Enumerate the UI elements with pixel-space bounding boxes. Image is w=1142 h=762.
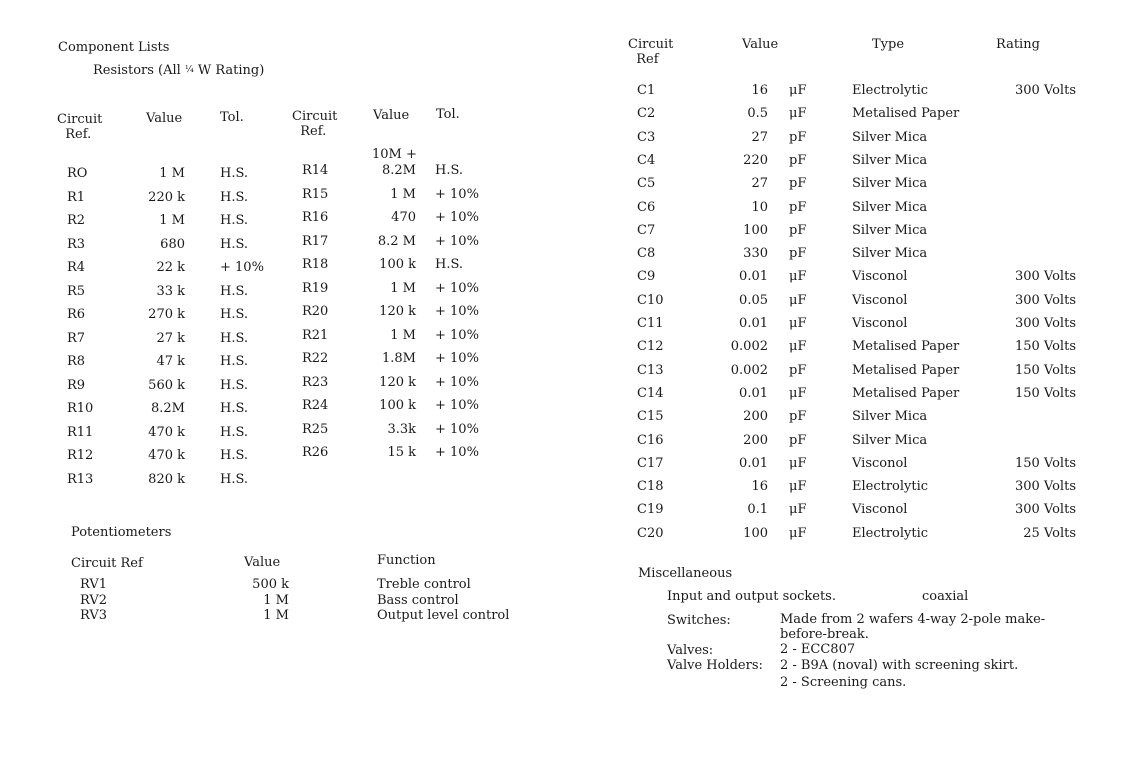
- resistor-tolerance: H.S.: [220, 471, 249, 487]
- resistor-tolerance: + 10%: [435, 445, 479, 460]
- resistor-ref: R25: [302, 421, 329, 437]
- resistor-tolerance: H.S.: [220, 236, 249, 252]
- resistor-tolerance: H.S.: [220, 166, 249, 181]
- pot-value: 1 M: [263, 608, 289, 623]
- capacitor-unit: μF: [789, 292, 807, 308]
- capacitor-value: 0.002: [730, 339, 768, 355]
- capacitor-ref: C2: [637, 106, 656, 122]
- capacitor-rating: 150 Volts: [1014, 362, 1076, 378]
- resistor-value: 470 k: [148, 448, 185, 463]
- capacitor-ref: C4: [637, 152, 656, 168]
- capacitor-ref: C5: [637, 176, 656, 192]
- resistor-value: 560 k: [148, 377, 185, 393]
- resistor-tolerance: + 10%: [435, 304, 479, 319]
- resistor-ref: R5: [67, 283, 86, 299]
- capacitor-value: 100: [743, 525, 768, 541]
- resistor-value: 100 k: [379, 257, 416, 272]
- resistor-tolerance: H.S.: [220, 189, 249, 205]
- resistor-ref: R7: [67, 330, 86, 346]
- capacitor-type: Visconol: [852, 455, 908, 471]
- pot-function: Output level control: [377, 608, 510, 623]
- resistor-tolerance: H.S.: [435, 257, 464, 272]
- valves-value: 2 - ECC807: [780, 642, 856, 657]
- resistor-value: 470 k: [148, 424, 185, 440]
- capacitor-rating: 150 Volts: [1014, 385, 1076, 401]
- capacitor-unit: μF: [789, 502, 807, 518]
- capacitor-value: 330: [743, 246, 768, 262]
- capacitor-rating: 300 Volts: [1014, 479, 1076, 495]
- capacitor-ref: C1: [637, 83, 656, 98]
- capacitor-value: 27: [751, 129, 768, 145]
- capacitor-type: Silver Mica: [852, 199, 928, 215]
- capacitor-unit: pF: [789, 409, 807, 425]
- capacitor-ref: C8: [637, 246, 656, 262]
- capacitor-unit: μF: [789, 339, 807, 355]
- resistor-value: 1 M: [390, 186, 416, 202]
- capacitor-ref: C9: [637, 269, 656, 285]
- capacitor-type: Metalised Paper: [852, 106, 960, 122]
- resistor-value: 3.3k: [387, 421, 416, 437]
- resistor-tolerance: H.S.: [220, 307, 249, 322]
- resistor-ref: R21: [302, 327, 329, 343]
- valve-holders-label: Valve Holders:: [667, 658, 763, 673]
- capacitor-unit: pF: [789, 176, 807, 192]
- pot-ref: RV3: [80, 608, 107, 623]
- capacitor-value: 0.5: [747, 106, 768, 122]
- resistor-value: 8.2 M: [377, 233, 416, 249]
- cap-rating-header: Rating: [996, 37, 1040, 52]
- resistor-tolerance: H.S.: [220, 283, 249, 299]
- res-right-value-header: Value: [373, 108, 410, 123]
- switches-value-line1: Made from 2 wafers 4-way 2-pole make-: [780, 612, 1046, 627]
- component-lists-heading: Component Lists: [58, 40, 170, 55]
- resistor-ref: R18: [302, 257, 329, 272]
- io-sockets-label: Input and output sockets.: [667, 589, 836, 604]
- capacitor-rating: 150 Volts: [1014, 455, 1076, 471]
- resistor-value: 120 k: [379, 304, 416, 319]
- cap-value-header: Value: [742, 37, 779, 52]
- resistor-ref: R8: [67, 354, 86, 369]
- capacitor-rating: 300 Volts: [1014, 292, 1076, 308]
- resistor-ref: R4: [67, 260, 86, 275]
- resistor-tolerance: + 10%: [435, 210, 479, 225]
- resistor-value: 100 k: [379, 398, 416, 413]
- res-right-tol-header: Tol.: [436, 107, 460, 122]
- capacitor-type: Silver Mica: [852, 432, 928, 448]
- resistor-value: 8.2M: [151, 401, 185, 416]
- pot-value: 1 M: [263, 592, 289, 608]
- capacitor-ref: C18: [637, 479, 664, 495]
- pot-value: 500 k: [252, 577, 289, 592]
- resistor-value: 470: [391, 210, 416, 225]
- capacitor-type: Electrolytic: [852, 83, 929, 98]
- capacitor-unit: pF: [789, 362, 807, 378]
- cap-ref-header: Circuit Ref: [628, 37, 674, 67]
- resistor-tolerance: + 10%: [435, 327, 479, 343]
- resistor-value: 47 k: [156, 354, 185, 369]
- resistor-ref: R24: [302, 398, 329, 413]
- capacitor-value: 0.01: [739, 269, 768, 285]
- switches-label: Switches:: [667, 613, 731, 628]
- capacitor-unit: μF: [789, 385, 807, 401]
- resistor-value: 820 k: [148, 471, 185, 487]
- capacitor-type: Visconol: [852, 269, 908, 285]
- capacitor-unit: μF: [789, 455, 807, 471]
- capacitor-unit: pF: [789, 246, 807, 262]
- valve-holders-line2: 2 - Screening cans.: [780, 675, 907, 690]
- capacitor-rating: 150 Volts: [1014, 339, 1076, 355]
- capacitor-unit: pF: [789, 432, 807, 448]
- capacitor-type: Metalised Paper: [852, 362, 960, 378]
- potentiometers-heading: Potentiometers: [71, 525, 172, 540]
- valve-holders-line1: 2 - B9A (noval) with screening skirt.: [780, 658, 1019, 673]
- capacitor-type: Metalised Paper: [852, 385, 960, 401]
- resistor-ref: R17: [302, 233, 329, 249]
- resistor-value: 1 M: [390, 280, 416, 296]
- resistor-ref: R1: [67, 189, 86, 205]
- resistor-ref: R20: [302, 304, 329, 319]
- capacitor-type: Metalised Paper: [852, 339, 960, 355]
- resistor-ref: R15: [302, 186, 329, 202]
- resistor-ref: R6: [67, 307, 86, 322]
- resistor-value: 680: [160, 236, 185, 252]
- resistor-ref: R19: [302, 280, 329, 296]
- capacitor-ref: C10: [637, 292, 664, 308]
- resistor-tolerance: H.S.: [220, 213, 249, 228]
- capacitor-unit: μF: [789, 83, 807, 98]
- capacitor-type: Silver Mica: [852, 246, 928, 262]
- io-sockets-value: coaxial: [922, 589, 969, 604]
- resistor-tolerance: H.S.: [220, 424, 249, 440]
- res-left-ref-header: Circuit Ref.: [57, 112, 103, 142]
- pot-function: Bass control: [377, 592, 459, 608]
- capacitor-unit: pF: [789, 129, 807, 145]
- capacitor-unit: μF: [789, 106, 807, 122]
- capacitor-rating: 300 Volts: [1014, 502, 1076, 518]
- capacitor-rating: 300 Volts: [1014, 269, 1076, 285]
- resistor-value: 220 k: [148, 189, 185, 205]
- capacitor-ref: C12: [637, 339, 664, 355]
- resistor-ref: R9: [67, 377, 86, 393]
- valves-label: Valves:: [667, 643, 714, 658]
- capacitor-type: Visconol: [852, 502, 908, 518]
- resistor-ref: R22: [302, 351, 329, 366]
- resistor-ref: R16: [302, 210, 329, 225]
- capacitor-unit: pF: [789, 199, 807, 215]
- resistor-tolerance: + 10%: [435, 233, 479, 249]
- capacitor-value: 0.05: [739, 292, 768, 308]
- resistor-tolerance: H.S.: [220, 401, 249, 416]
- resistor-r14-note: 10M +: [372, 147, 417, 162]
- resistor-tolerance: + 10%: [435, 398, 479, 413]
- resistor-tolerance: + 10%: [435, 351, 479, 366]
- resistor-ref: R11: [67, 424, 94, 440]
- resistor-ref: R14: [302, 163, 329, 178]
- resistor-ref: R2: [67, 213, 86, 228]
- capacitor-value: 0.01: [739, 455, 768, 471]
- capacitor-unit: μF: [789, 316, 807, 331]
- capacitor-type: Electrolytic: [852, 479, 929, 495]
- capacitor-value: 16: [751, 83, 768, 98]
- capacitor-type: Visconol: [852, 316, 908, 331]
- capacitor-value: 16: [751, 479, 768, 495]
- capacitor-value: 0.1: [747, 502, 768, 518]
- capacitor-unit: pF: [789, 222, 807, 238]
- resistor-value: 1.8M: [382, 351, 416, 366]
- capacitor-unit: μF: [789, 525, 807, 541]
- resistor-ref: R3: [67, 236, 86, 252]
- switches-value-line2: before-break.: [780, 627, 869, 642]
- resistor-ref: R10: [67, 401, 94, 416]
- resistor-value: 120 k: [379, 374, 416, 390]
- resistor-value: 8.2M: [382, 163, 416, 178]
- resistor-value: 1 M: [159, 166, 185, 181]
- resistor-tolerance: H.S.: [220, 448, 249, 463]
- resistor-tolerance: + 10%: [435, 374, 479, 390]
- capacitor-value: 200: [743, 409, 768, 425]
- capacitor-type: Electrolytic: [852, 525, 929, 541]
- capacitor-ref: C3: [637, 129, 656, 145]
- capacitor-type: Silver Mica: [852, 409, 928, 425]
- pot-ref: RV2: [80, 592, 107, 608]
- resistor-ref: R13: [67, 471, 94, 487]
- resistor-ref: RO: [67, 166, 88, 181]
- resistor-tolerance: H.S.: [435, 163, 464, 178]
- capacitor-rating: 300 Volts: [1014, 316, 1076, 331]
- capacitor-value: 100: [743, 222, 768, 238]
- capacitor-value: 0.01: [739, 316, 768, 331]
- pot-function-header: Function: [377, 553, 436, 568]
- resistor-value: 33 k: [156, 283, 185, 299]
- resistor-tolerance: H.S.: [220, 354, 249, 369]
- capacitor-value: 10: [751, 199, 768, 215]
- capacitor-value: 0.002: [730, 362, 768, 378]
- resistor-value: 270 k: [148, 307, 185, 322]
- resistor-tolerance: + 10%: [435, 280, 479, 296]
- res-right-ref-header: Circuit Ref.: [292, 109, 338, 139]
- pot-function: Treble control: [377, 577, 471, 592]
- capacitor-ref: C6: [637, 199, 656, 215]
- capacitor-rating: 25 Volts: [1023, 525, 1076, 541]
- resistor-value: 15 k: [387, 445, 416, 460]
- cap-type-header: Type: [872, 37, 905, 52]
- miscellaneous-heading: Miscellaneous: [638, 566, 733, 581]
- resistor-value: 27 k: [156, 330, 185, 346]
- capacitor-value: 200: [743, 432, 768, 448]
- resistor-ref: R23: [302, 374, 329, 390]
- capacitor-value: 27: [751, 176, 768, 192]
- capacitor-value: 0.01: [739, 385, 768, 401]
- capacitor-type: Silver Mica: [852, 152, 928, 168]
- capacitor-ref: C11: [637, 316, 664, 331]
- resistor-ref: R26: [302, 445, 329, 460]
- resistor-ref: R12: [67, 448, 94, 463]
- capacitor-type: Silver Mica: [852, 222, 928, 238]
- resistor-tolerance: + 10%: [435, 186, 479, 202]
- resistor-value: 22 k: [156, 260, 185, 275]
- resistor-value: 1 M: [390, 327, 416, 343]
- resistor-tolerance: + 10%: [220, 260, 264, 275]
- resistor-value: 1 M: [159, 213, 185, 228]
- capacitor-value: 220: [743, 152, 768, 168]
- capacitor-ref: C20: [637, 525, 664, 541]
- capacitor-ref: C14: [637, 385, 664, 401]
- resistor-tolerance: + 10%: [435, 421, 479, 437]
- capacitor-type: Visconol: [852, 292, 908, 308]
- res-left-value-header: Value: [146, 111, 183, 126]
- capacitor-ref: C19: [637, 502, 664, 518]
- resistor-tolerance: H.S.: [220, 330, 249, 346]
- pot-ref-header: Circuit Ref: [71, 556, 143, 571]
- capacitor-ref: C7: [637, 222, 656, 238]
- capacitor-unit: μF: [789, 269, 807, 285]
- capacitor-ref: C15: [637, 409, 664, 425]
- pot-ref: RV1: [80, 577, 107, 592]
- pot-value-header: Value: [244, 555, 281, 570]
- capacitor-unit: pF: [789, 152, 807, 168]
- capacitor-ref: C13: [637, 362, 664, 378]
- capacitor-type: Silver Mica: [852, 129, 928, 145]
- res-left-tol-header: Tol.: [220, 110, 244, 125]
- capacitor-unit: μF: [789, 479, 807, 495]
- capacitor-ref: C16: [637, 432, 664, 448]
- resistors-heading: Resistors (All ¼ W Rating): [93, 63, 265, 78]
- capacitor-rating: 300 Volts: [1014, 83, 1076, 98]
- capacitor-type: Silver Mica: [852, 176, 928, 192]
- capacitor-ref: C17: [637, 455, 664, 471]
- resistor-tolerance: H.S.: [220, 377, 249, 393]
